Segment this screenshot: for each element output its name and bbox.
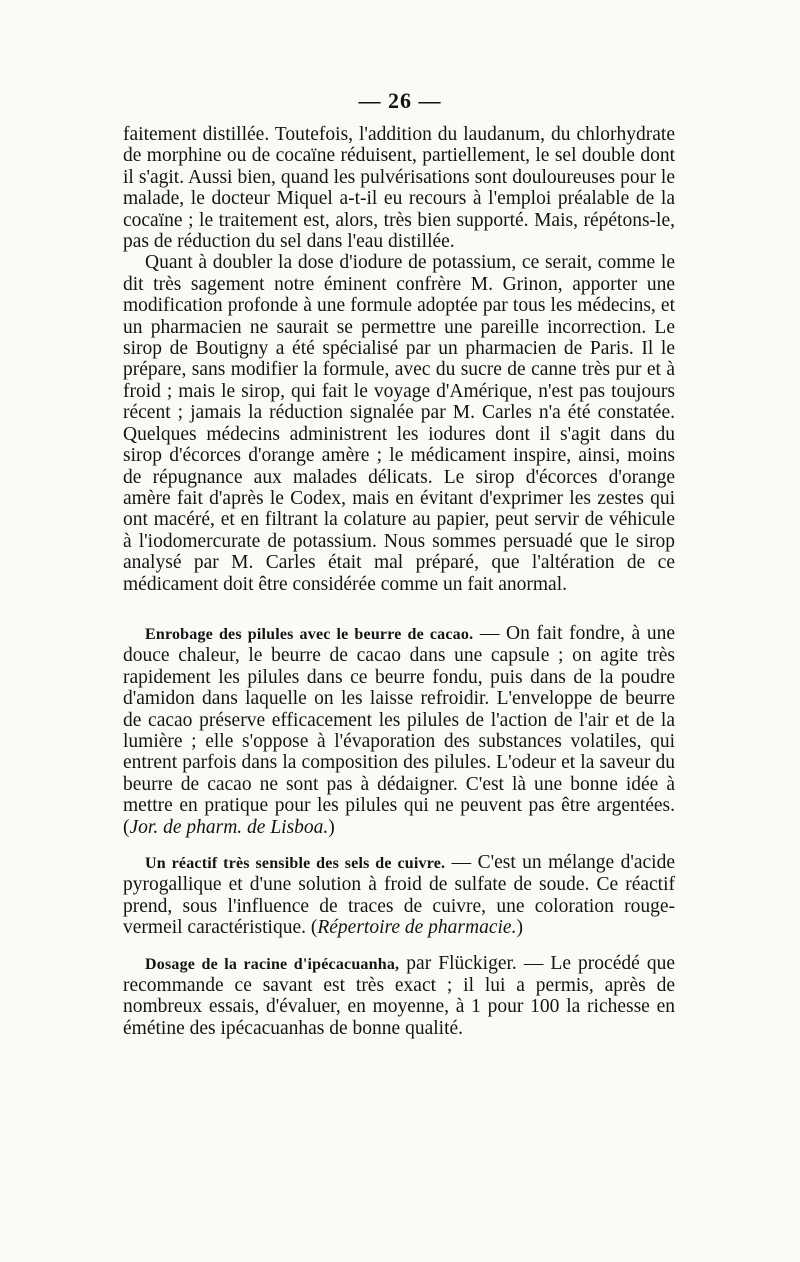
citation-close: ) [516,917,523,939]
section-heading-dosage: Dosage de la racine d'ipécacuanha, [145,955,400,973]
section-heading-reactif: Un réactif très sensible des sels de cuivre. [145,855,446,872]
source-citation-repertoire: Répertoire de pharmacie. [317,917,517,939]
section-dosage-ipecacuanha [123,953,675,1040]
citation-close: ) [328,816,335,838]
paragraph-iodure: Quant à doubler la dose d'iodure de potassium, ce serait, comme le dit très sagement notre éminent confrère M. Grinon, apporter une modification profonde à une formule adoptée par tous les médecins, et un pharmacien ne saurait se permettre une pareille incorrection. Le sirop de Boutigny a été spécialisé par un pharmacien de Paris. Il le prépare, sans modifier la formule, avec du sucre de canne très pur et à froid ; mais le sirop, qui fait le voyage d'Amérique, n'est pas toujours récent ; jamais la réduction signalée par M. Carles n'a été constatée. Quelques médecins administrent les iodures dont il s'agit dans du sirop d'écorces d'orange amère ; le médicament inspire, ainsi, moins de répugnance aux malades délicats. Le sirop d'écorces d'orange amère fait d'après le Codex, mais en évitant d'exprimer les zestes qui ont macéré, et en filtrant la colature au papier, peut servir de véhicule à l'iodomercurate de potassium. Nous sommes persuadé que le sirop analysé par M. Carles était mal préparé, que l'altération de ce médicament doit être considérée comme un fait anormal. [123,252,675,595]
section-reactif-cuivre [123,852,675,939]
section-enrobage-pilules [123,623,675,838]
source-citation-lisboa: Jor. de pharm. de Lisboa. [129,816,329,838]
section-body-enrobage: — On fait fondre, à une douce chaleur, le beurre de cacao dans une capsule ; on agite très rapidement les pilules dans ce beurre fondu, puis dans de la poudre d'amidon dans laquelle on les laisse refroidir. L'enveloppe de beurre de cacao préserve efficacement les pilules de l'action de l'air et de la lumière ; elle s'oppose à l'évaporation des substances volatiles, qui entrent parfois dans la composition des pilules. L'odeur et la saveur du beurre de cacao ne sont pas à dédaigner. C'est là une bonne idée à mettre en pratique pour les pilules qui ne peuvent pas être argentées. ( [123,622,675,838]
section-heading-enrobage: Enrobage des pilules avec le beurre de cacao. [145,625,474,643]
section-body-reactif: — C'est un mélange d'acide pyrogallique et d'une solution à froid de sulfate de soude. Ce réactif prend, sous l'influence de traces de cuivre, une coloration rouge-vermeil caractéristique. ( [123,852,675,939]
section-body-dosage: par Flückiger. — Le procédé que recommande ce savant est très exact ; il lui a permis, après de nombreux essais, d'évaluer, en moyenne, à 1 pour 100 la richesse en émétine des ipécacuanhas de bonne qualité. [123,952,675,1039]
body-text [123,124,675,1039]
page-number: — 26 — [358,88,442,113]
paragraph-continuation: faitement distillée. Toutefois, l'addition du laudanum, du chlorhydrate de morphine ou de cocaïne réduisent, partiellement, le sel double dont il s'agit. Aussi bien, quand les pulvérisations sont douloureuses pour le malade, le docteur Miquel a-t-il eu recours à l'emploi préalable de la cocaïne ; le traitement est, alors, très bien supporté. Mais, répétons-le, pas de réduction du sel dans l'eau distillée. [123,124,675,253]
